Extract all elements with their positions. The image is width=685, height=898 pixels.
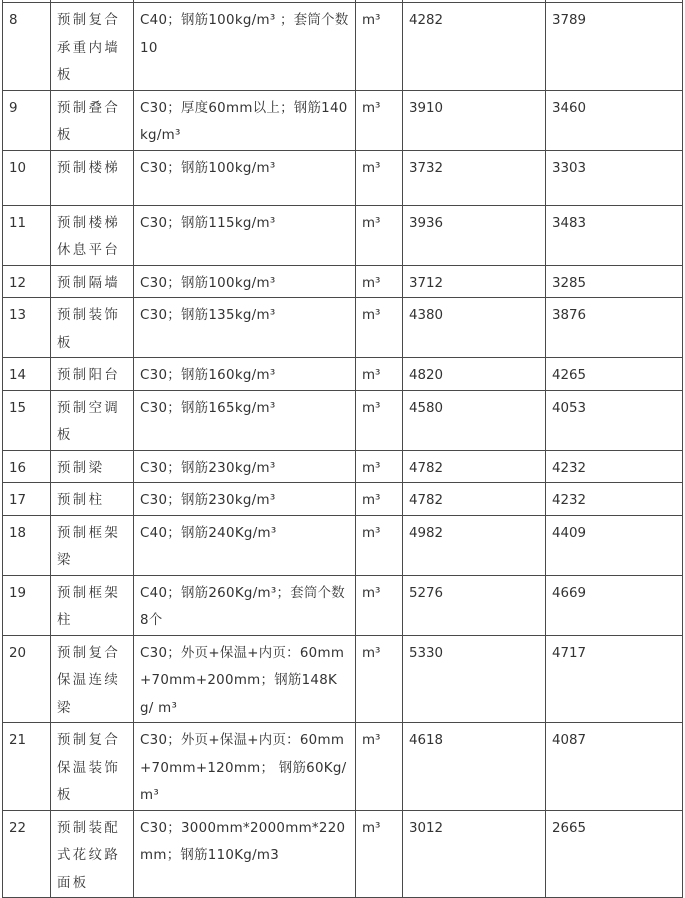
price-b: 4232 <box>546 483 683 516</box>
row-number: 20 <box>3 635 51 723</box>
table-row <box>3 150 683 205</box>
item-name: 预制空调板 <box>51 390 134 450</box>
item-name: 预制框架梁 <box>51 515 134 575</box>
item-spec: C30；外页+保温+内页：60mm+70mm+120mm； 钢筋60Kg/m³ <box>134 723 356 811</box>
price-b: 3285 <box>546 265 683 298</box>
item-unit: m³ <box>356 810 403 898</box>
row-number: 14 <box>3 358 51 391</box>
item-name: 预制楼梯 <box>51 150 134 205</box>
item-name: 预制楼梯休息平台 <box>51 205 134 265</box>
table-row <box>3 3 683 91</box>
item-spec: C30；3000mm*2000mm*220mm；钢筋110Kg/m3 <box>134 810 356 898</box>
price-b: 3789 <box>546 3 683 91</box>
row-number: 18 <box>3 515 51 575</box>
price-table-body <box>3 0 683 898</box>
row-number: 21 <box>3 723 51 811</box>
price-b: 4087 <box>546 723 683 811</box>
price-a: 4282 <box>403 3 546 91</box>
row-number: 19 <box>3 575 51 635</box>
table-row <box>3 390 683 450</box>
table-row <box>3 635 683 723</box>
item-name: 预制装饰板 <box>51 298 134 358</box>
item-spec: C30；钢筋135kg/m³ <box>134 298 356 358</box>
item-unit: m³ <box>356 150 403 205</box>
item-spec: C30；钢筋100kg/m³ <box>134 265 356 298</box>
price-a: 4820 <box>403 358 546 391</box>
price-a: 4782 <box>403 483 546 516</box>
price-a: 3712 <box>403 265 546 298</box>
table-row <box>3 723 683 811</box>
row-number: 8 <box>3 3 51 91</box>
item-unit: m³ <box>356 515 403 575</box>
price-b: 3876 <box>546 298 683 358</box>
price-table <box>2 0 683 898</box>
price-b: 4232 <box>546 450 683 483</box>
table-row <box>3 575 683 635</box>
price-a: 4982 <box>403 515 546 575</box>
item-unit: m³ <box>356 265 403 298</box>
item-unit: m³ <box>356 483 403 516</box>
table-row <box>3 298 683 358</box>
price-a: 3936 <box>403 205 546 265</box>
item-name: 预制叠合板 <box>51 90 134 150</box>
price-b: 4717 <box>546 635 683 723</box>
table-row <box>3 483 683 516</box>
price-a: 3732 <box>403 150 546 205</box>
table-row <box>3 90 683 150</box>
item-unit: m³ <box>356 205 403 265</box>
item-unit: m³ <box>356 635 403 723</box>
item-spec: C30；外页+保温+内页：60mm+70mm+200mm；钢筋148Kg/ m³ <box>134 635 356 723</box>
price-b: 4053 <box>546 390 683 450</box>
item-spec: C30；厚度60mm以上；钢筋140kg/m³ <box>134 90 356 150</box>
row-number: 15 <box>3 390 51 450</box>
item-unit: m³ <box>356 450 403 483</box>
row-number: 12 <box>3 265 51 298</box>
item-name: 预制隔墙 <box>51 265 134 298</box>
item-name: 预制框架柱 <box>51 575 134 635</box>
item-name: 预制梁 <box>51 450 134 483</box>
item-name: 预制阳台 <box>51 358 134 391</box>
item-spec: C30；钢筋165kg/m³ <box>134 390 356 450</box>
item-spec: C40；钢筋100kg/m³ ；套筒个数10 <box>134 3 356 91</box>
price-b: 4265 <box>546 358 683 391</box>
item-spec: C40；钢筋240Kg/m³ <box>134 515 356 575</box>
row-number: 22 <box>3 810 51 898</box>
price-a: 3012 <box>403 810 546 898</box>
row-number: 11 <box>3 205 51 265</box>
table-row <box>3 358 683 391</box>
item-unit: m³ <box>356 358 403 391</box>
item-name: 预制复合承重内墙板 <box>51 3 134 91</box>
price-a: 5276 <box>403 575 546 635</box>
item-name: 预制复合保温装饰板 <box>51 723 134 811</box>
price-b: 3303 <box>546 150 683 205</box>
table-row <box>3 205 683 265</box>
item-name: 预制柱 <box>51 483 134 516</box>
row-number: 13 <box>3 298 51 358</box>
price-b: 4669 <box>546 575 683 635</box>
item-unit: m³ <box>356 723 403 811</box>
item-unit: m³ <box>356 575 403 635</box>
price-a: 4380 <box>403 298 546 358</box>
price-b: 3460 <box>546 90 683 150</box>
item-spec: C30；钢筋230kg/m³ <box>134 483 356 516</box>
table-row <box>3 810 683 898</box>
item-spec: C30；钢筋230kg/m³ <box>134 450 356 483</box>
table-row <box>3 515 683 575</box>
table-row <box>3 450 683 483</box>
table-row <box>3 265 683 298</box>
row-number: 17 <box>3 483 51 516</box>
row-number: 16 <box>3 450 51 483</box>
item-unit: m³ <box>356 298 403 358</box>
item-spec: C30；钢筋160kg/m³ <box>134 358 356 391</box>
item-spec: C30；钢筋100kg/m³ <box>134 150 356 205</box>
price-b: 2665 <box>546 810 683 898</box>
price-a: 4782 <box>403 450 546 483</box>
price-a: 4618 <box>403 723 546 811</box>
price-b: 3483 <box>546 205 683 265</box>
item-unit: m³ <box>356 390 403 450</box>
price-b: 4409 <box>546 515 683 575</box>
item-name: 预制复合保温连续梁 <box>51 635 134 723</box>
item-unit: m³ <box>356 3 403 91</box>
price-a: 3910 <box>403 90 546 150</box>
row-number: 10 <box>3 150 51 205</box>
item-unit: m³ <box>356 90 403 150</box>
row-number: 9 <box>3 90 51 150</box>
item-spec: C40；钢筋260Kg/m³；套筒个数8个 <box>134 575 356 635</box>
item-name: 预制装配式花纹路面板 <box>51 810 134 898</box>
item-spec: C30；钢筋115kg/m³ <box>134 205 356 265</box>
price-a: 4580 <box>403 390 546 450</box>
price-a: 5330 <box>403 635 546 723</box>
